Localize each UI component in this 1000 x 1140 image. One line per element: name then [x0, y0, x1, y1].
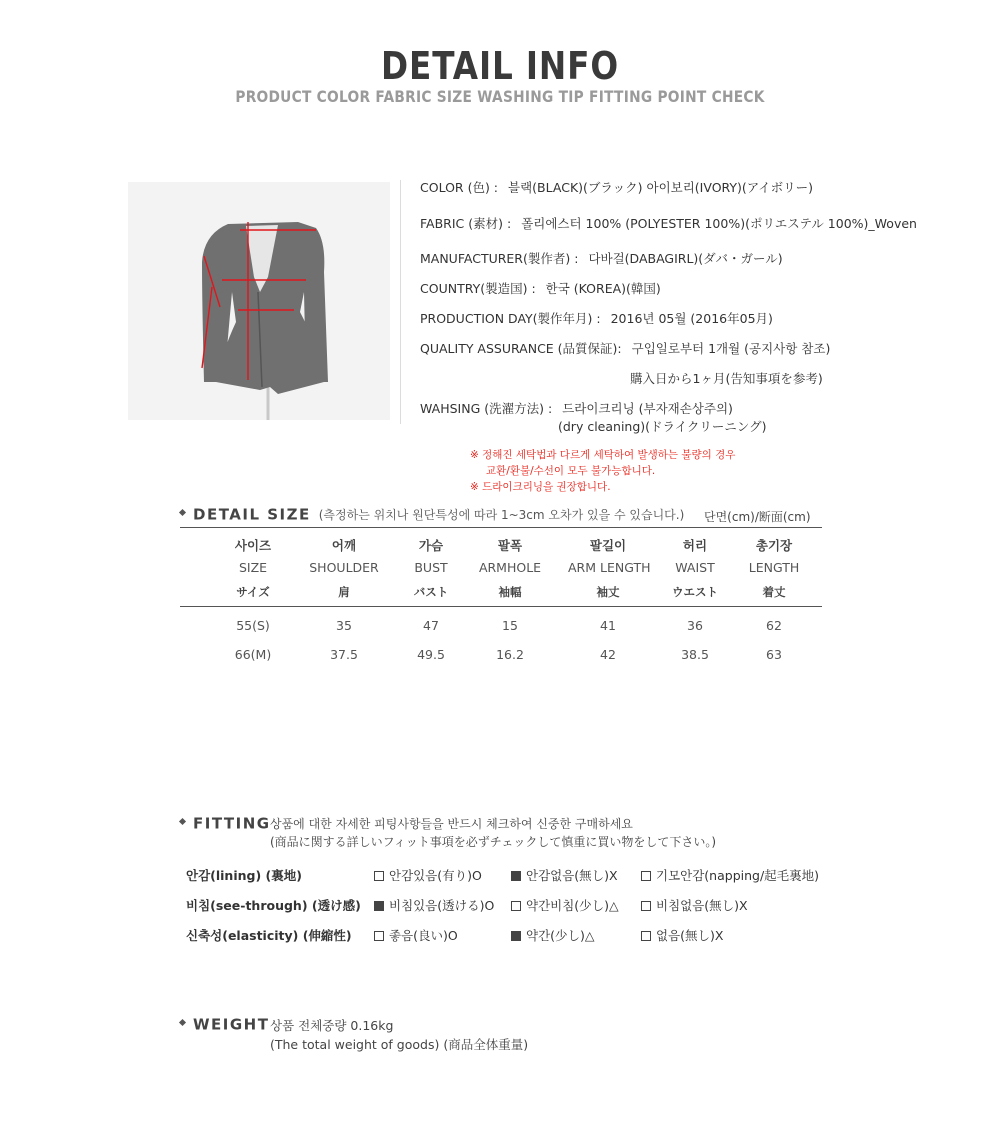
- fitting-option-label: 안감있음(有り)O: [389, 868, 482, 883]
- size-value-cell: 35: [336, 618, 352, 633]
- info-washing-label: WAHSING (洗濯方法) :: [420, 401, 553, 416]
- size-header-jp-cell: ウエスト: [672, 585, 718, 599]
- size-header-jp-cell: バスト: [413, 585, 449, 599]
- size-header-en-cell: BUST: [414, 560, 448, 575]
- info-manufacturer-label: MANUFACTURER(製作者) :: [420, 251, 579, 266]
- size-value-cell: 62: [766, 618, 782, 633]
- info-country-value: 한국 (KOREA)(韓国): [545, 281, 661, 296]
- size-header-kr-cell: 어깨: [331, 538, 357, 553]
- size-header-jp-cell: サイズ: [236, 585, 270, 599]
- washing-notice-1: ※ 정해진 세탁법과 다르게 세탁하여 발생하는 불량의 경우: [470, 449, 736, 461]
- diamond-icon: [179, 818, 186, 825]
- size-value-cell: 15: [502, 618, 518, 633]
- fitting-option: [511, 926, 595, 944]
- unchecked-box-icon: [641, 871, 651, 881]
- size-header-en-cell: ARMHOLE: [478, 560, 542, 575]
- fitting-desc-1: 상품에 대한 자세한 피팅사항들을 반드시 체크하여 신중한 구매하세요: [270, 817, 633, 831]
- size-value-cell: 47: [423, 618, 439, 633]
- size-header-jp-cell: 袖丈: [596, 585, 620, 599]
- info-quality-label: QUALITY ASSURANCE (品質保証):: [420, 341, 622, 356]
- info-country-label: COUNTRY(製造国) :: [420, 281, 536, 296]
- info-divider: [400, 180, 401, 424]
- size-header-en-cell: ARM LENGTH: [568, 560, 651, 575]
- size-value-cell: 66(M): [234, 647, 272, 662]
- unchecked-box-icon: [641, 901, 651, 911]
- fitting-option: [641, 866, 819, 884]
- size-header-jp-cell: 着丈: [762, 585, 786, 599]
- info-washing-value: 드라이크리닝 (부자재손상주의): [562, 401, 733, 416]
- fitting-row-label: 신축성(elasticity) (伸縮性): [186, 928, 352, 943]
- info-washing: [420, 399, 733, 417]
- size-value-cell: 38.5: [681, 647, 709, 662]
- diamond-icon: [179, 1019, 186, 1026]
- size-header-en-cell: WAIST: [675, 560, 715, 575]
- unchecked-box-icon: [374, 871, 384, 881]
- fitting-option: [374, 896, 494, 914]
- info-manufacturer: [420, 249, 783, 267]
- info-color-value: 블랙(BLACK)(ブラック) 아이보리(IVORY)(アイボリー): [508, 180, 814, 195]
- fitting-title: FITTING: [193, 814, 271, 833]
- size-value-cell: 41: [600, 618, 616, 633]
- unchecked-box-icon: [374, 931, 384, 941]
- fitting-option-label: 비침없음(無し)X: [656, 898, 748, 913]
- fitting-option: [511, 866, 618, 884]
- info-fabric-value: 폴리에스터 100% (POLYESTER 100%)(ポリエステル 100%)_Woven: [521, 216, 917, 231]
- info-manufacturer-value: 다바걸(DABAGIRL)(ダバ・ガール): [588, 251, 783, 266]
- size-value-cell: 36: [687, 618, 703, 633]
- info-production-day-value: 2016년 05월 (2016年05月): [610, 311, 773, 326]
- fitting-row-label: 안감(lining) (裏地): [186, 868, 302, 883]
- size-header-en-cell: SHOULDER: [309, 560, 379, 575]
- washing-notice-2: 교환/환불/수선이 모두 불가능합니다.: [486, 465, 656, 477]
- size-header-kr-cell: 허리: [682, 538, 708, 553]
- page-title: DETAIL INFO: [381, 44, 619, 88]
- checked-box-icon: [374, 901, 384, 911]
- info-fabric-label: FABRIC (素材) :: [420, 216, 512, 231]
- size-header-kr-cell: 총기장: [755, 538, 793, 553]
- info-washing-value-2: (dry cleaning)(ドライクリーニング): [558, 419, 767, 434]
- info-quality: [420, 339, 830, 357]
- detail-size-unit: 단면(cm)/断面(cm): [704, 510, 811, 524]
- fitting-option: [641, 926, 723, 944]
- info-color-label: COLOR (色) :: [420, 180, 499, 195]
- fitting-option: [641, 896, 748, 914]
- fitting-option-label: 비침있음(透ける)O: [389, 898, 495, 913]
- fitting-option: [374, 866, 482, 884]
- fitting-desc-2: (商品に関する詳しいフィット事項を必ずチェックして慎重に買い物をして下さい。): [270, 835, 717, 849]
- size-header-en-cell: SIZE: [238, 560, 268, 575]
- checked-box-icon: [511, 871, 521, 881]
- size-value-cell: 16.2: [496, 647, 524, 662]
- fitting-option-label: 안감없음(無し)X: [526, 868, 618, 883]
- size-header-jp-cell: 肩: [338, 585, 350, 599]
- info-quality-value: 구입일로부터 1개월 (공지사항 참조): [631, 341, 831, 356]
- fitting-option-label: 약간비침(少し)△: [526, 898, 619, 913]
- size-table-header-rule: [180, 606, 822, 607]
- fitting-option-label: 좋음(良い)O: [389, 928, 458, 943]
- fitting-option: [374, 926, 458, 944]
- size-table-top-rule: [180, 527, 822, 528]
- fitting-heading: [180, 813, 271, 833]
- washing-notice-3: ※ 드라이크리닝을 권장합니다.: [470, 481, 611, 493]
- unchecked-box-icon: [511, 901, 521, 911]
- info-production-day-label: PRODUCTION DAY(製作年月) :: [420, 311, 601, 326]
- detail-size-heading: [180, 504, 684, 524]
- size-header-en-cell: LENGTH: [748, 560, 800, 575]
- weight-line-1: 상품 전체중량 0.16kg: [270, 1018, 394, 1033]
- size-value-cell: 42: [600, 647, 616, 662]
- detail-size-title: DETAIL SIZE: [193, 505, 311, 524]
- size-header-kr-cell: 가슴: [418, 538, 444, 553]
- size-header-kr-cell: 팔길이: [589, 538, 627, 553]
- info-fabric: [420, 214, 917, 232]
- product-photo: [128, 182, 390, 420]
- fitting-option-label: 없음(無し)X: [656, 928, 724, 943]
- fitting-row-label: 비침(see-through) (透け感): [186, 898, 361, 913]
- size-value-cell: 49.5: [417, 647, 445, 662]
- weight-line-2: (The total weight of goods) (商品全体重量): [270, 1037, 529, 1052]
- size-header-kr-cell: 사이즈: [234, 538, 272, 553]
- fitting-option: [511, 896, 619, 914]
- size-value-cell: 63: [766, 647, 782, 662]
- size-value-cell: 37.5: [330, 647, 358, 662]
- info-country: [420, 279, 661, 297]
- weight-heading: [180, 1014, 269, 1034]
- diamond-icon: [179, 509, 186, 516]
- size-value-cell: 55(S): [236, 618, 270, 633]
- size-header-kr-cell: 팔폭: [497, 538, 523, 553]
- fitting-option-label: 약간(少し)△: [526, 928, 595, 943]
- weight-title: WEIGHT: [193, 1015, 270, 1034]
- size-header-jp-cell: 袖幅: [498, 585, 522, 599]
- unchecked-box-icon: [641, 931, 651, 941]
- info-quality-value-2: 購入日から1ヶ月(告知事項を参考): [630, 371, 823, 386]
- checked-box-icon: [511, 931, 521, 941]
- jacket-illustration: [128, 182, 390, 420]
- info-production-day: [420, 309, 773, 327]
- page-subtitle: PRODUCT COLOR FABRIC SIZE WASHING TIP FITTING POINT CHECK: [235, 87, 765, 106]
- detail-size-note: (측정하는 위치나 원단특성에 따라 1~3cm 오차가 있을 수 있습니다.): [318, 508, 685, 522]
- fitting-option-label: 기모안감(napping/起毛裏地): [656, 868, 820, 883]
- info-color: [420, 178, 813, 196]
